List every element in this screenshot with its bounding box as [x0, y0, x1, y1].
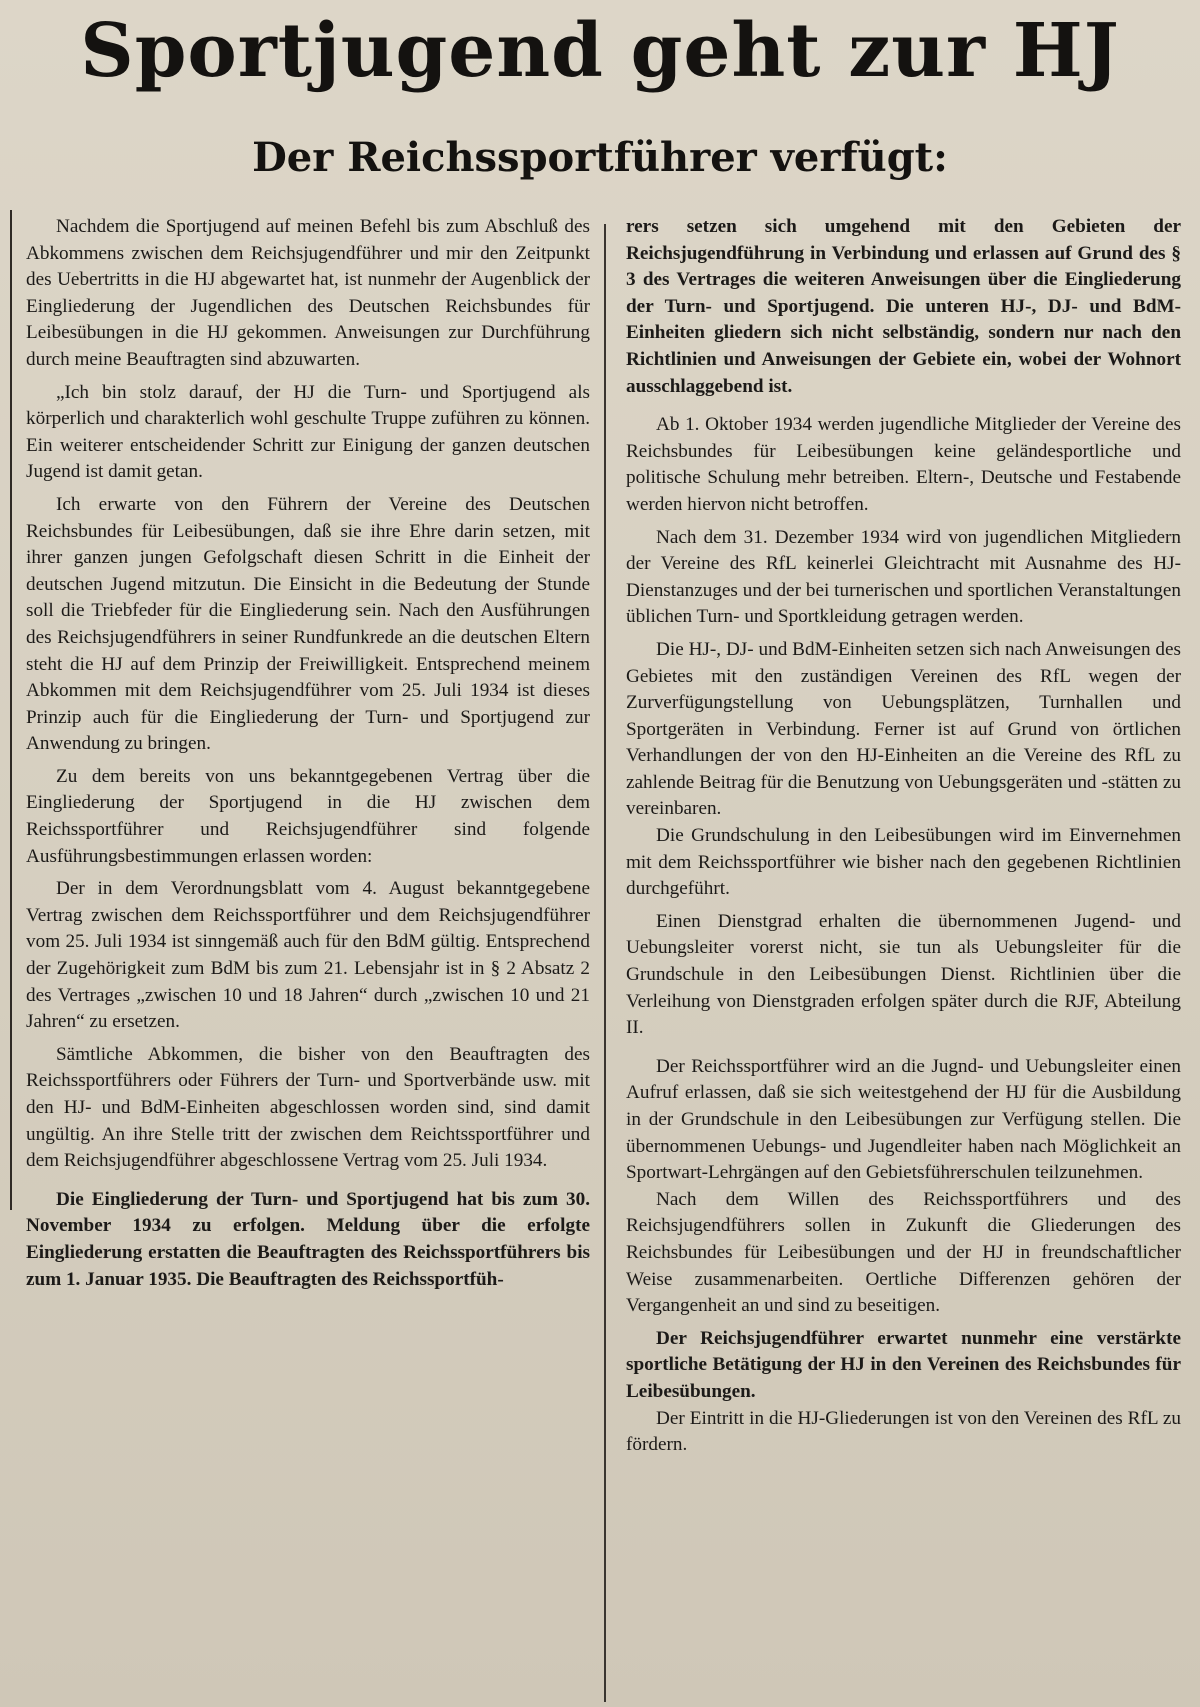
- paragraph: Sämtliche Abkommen, die bisher von den Beauftragten des Reichssportführers oder Führers der Turn- und Sportverbände usw. mit den HJ- und BdM-Einheiten abgeschlossen worden sind, sind damit ungültig. An ihre Stelle tritt der zwischen dem Reichtssportführer und dem Reichsjugendführer abgeschlossene Vertrag vom 25. Juli 1934.: [26, 1043, 590, 1172]
- headline: Sportjugend geht zur HJ: [80, 8, 1120, 94]
- paragraph-emphasis: Der Reichsjugendführer erwartet nunmehr eine verstärkte sportliche Betätigung der HJ in den Vereinen des Reichsbundes für Leibesübungen.: [626, 1327, 1181, 1402]
- paragraph: Zu dem bereits von uns bekanntgegebenen Vertrag über die Eingliederung der Sportjugend in die HJ zwischen dem Reichssportführer und Reichsjugendführer sind folgende Ausführungsbestimmungen erlassen worden:: [26, 765, 590, 867]
- paragraph: Der Reichssportführer wird an die Jugnd- und Uebungsleiter einen Aufruf erlassen, daß sie sich weitestgehend der HJ für die Ausbildung in der Grundschule in den Leibesübungen zur Verfügung stellen. Die übernommenen Uebungs- und Jugendleiter haben nach Möglichkeit an Sportwart-Lehrgängen auf den Gebietsführerschulen teilzunehmen.: [626, 1055, 1181, 1184]
- paragraph: „Ich bin stolz darauf, der HJ die Turn- und Sportjugend als körperlich und charakterlich wohl geschulte Truppe zuführen zu können. Ein weiterer entscheidender Schritt zur Einigung der ganzen deutschen Jugend ist damit getan.: [26, 381, 590, 483]
- paragraph: Nach dem 31. Dezember 1934 wird von jugendlichen Mitgliedern der Vereine des RfL keinerlei Gleichtracht mit Ausnahme des HJ-Dienstanzuges und der bei turnerischen und sportlichen Veranstaltungen üblichen Turn- und Sportkleidung getragen werden.: [626, 526, 1181, 628]
- column-divider: [604, 224, 606, 1702]
- paragraph: Der Eintritt in die HJ-Gliederungen ist von den Vereinen des RfL zu fördern.: [626, 1407, 1181, 1456]
- paragraph: Die Grundschulung in den Leibesübungen wird im Einvernehmen mit dem Reichssportführer wie bisher nach den gegebenen Richtlinien durchgeführt.: [626, 825, 1181, 900]
- paragraph: Nach dem Willen des Reichssportführers und des Reichsjugendführers sollen in Zukunft die Gliederungen des Reichsbundes für Leibesübungen und der HJ in freundschaftlicher Weise zusammenarbeiten. Oertliche Differenzen gehören der Vergangenheit an und sind zu beseitigen.: [626, 1188, 1181, 1317]
- paragraph-emphasis: Die Eingliederung der Turn- und Sportjugend hat bis zum 30. November 1934 zu erfolgen. Meldung über die erfolgte Eingliederung erstatten die Beauftragten des Reichssportführers bis zum 1. Januar 1935. Die Beauftragten des Reichssportfüh-: [26, 1188, 590, 1290]
- left-border-rule: [10, 210, 12, 1210]
- paragraph: Die HJ-, DJ- und BdM-Einheiten setzen sich nach Anweisungen des Gebietes mit den zuständigen Vereinen des RfL wegen der Zurverfügungstellung von Uebungsplätzen, Turnhallen und Sportgeräten in Verbindung. Ferner ist auf Grund von örtlichen Verhandlungen der von den HJ-Einheiten an die Vereine des RfL zu zahlende Beitrag für die Benutzung von Uebungsgeräten und -stätten zu vereinbaren.: [626, 638, 1181, 820]
- paragraph-continued: rers setzen sich umgehend mit den Gebieten der Reichsjugendführung in Verbindung und erlassen auf Grund des § 3 des Vertrages die weiteren Anweisungen über die Eingliederung der Turn- und Sportjugend. Die unteren HJ-, DJ- und BdM-Einheiten gliedern sich nicht selbständig, sondern nur nach den Richtlinien und Anweisungen der Gebiete ein, wobei der Wohnort ausschlaggebend ist.: [626, 216, 1181, 397]
- right-column: [626, 214, 1181, 1459]
- paragraph: Der in dem Verordnungsblatt vom 4. August bekanntgegebene Vertrag zwischen dem Reichssportführer und dem Reichsjugendführer vom 25. Juli 1934 ist sinngemäß auch für den BdM gültig. Entsprechend der Zugehörigkeit zum BdM bis zum 21. Lebensjahr ist in § 2 Absatz 2 des Vertrages „zwischen 10 und 18 Jahren“ durch „zwischen 10 und 21 Jahren“ zu ersetzen.: [26, 878, 590, 1033]
- paragraph: Nachdem die Sportjugend auf meinen Befehl bis zum Abschluß des Abkommens zwischen dem Reichsjugendführer und mir den Zeitpunkt des Uebertritts in die HJ abgewartet hat, ist nunmehr der Augenblick der Eingliederung der Jugendlichen des Deutschen Reichsbundes für Leibesübungen in die HJ gekommen. Anweisungen zur Durchführung durch meine Beauftragten sind abzuwarten.: [26, 216, 590, 370]
- paragraph: Einen Dienstgrad erhalten die übernommenen Jugend- und Uebungsleiter vorerst nicht, sie tun als Uebungsleiter für die Grundschule in den Leibesübungen Dienst. Richtlinien über die Verleihung von Dienstgraden erfolgen später durch die RJF, Abteilung II.: [626, 910, 1181, 1039]
- subheadline: Der Reichssportführer verfügt:: [252, 134, 948, 181]
- left-column: [26, 214, 590, 1293]
- paragraph: Ab 1. Oktober 1934 werden jugendliche Mitglieder der Vereine des Reichsbundes für Leibesübungen keine geländesportliche und politische Schulung mehr betreiben. Eltern-, Deutsche und Festabende werden hiervon nicht betroffen.: [626, 414, 1181, 515]
- paragraph: Ich erwarte von den Führern der Vereine des Deutschen Reichsbundes für Leibesübungen, daß sie ihre Ehre darin setzen, mit ihrer ganzen jungen Gefolgschaft diesen Schritt in die Einheit der deutschen Jugend mitzutun. Die Einsicht in die Bedeutung der Stunde soll die Triebfeder für die Eingliederung sein. Nach den Ausführungen des Reichsjugendführers in seiner Rundfunkrede an die deutschen Eltern steht die HJ auf dem Prinzip der Freiwilligkeit. Entsprechend meinem Abkommen mit dem Reichsjugendführer vom 25. Juli 1934 ist dieses Prinzip auch für die Eingliederung der Turn- und Sportjugend zur Anwendung zu bringen.: [26, 493, 590, 755]
